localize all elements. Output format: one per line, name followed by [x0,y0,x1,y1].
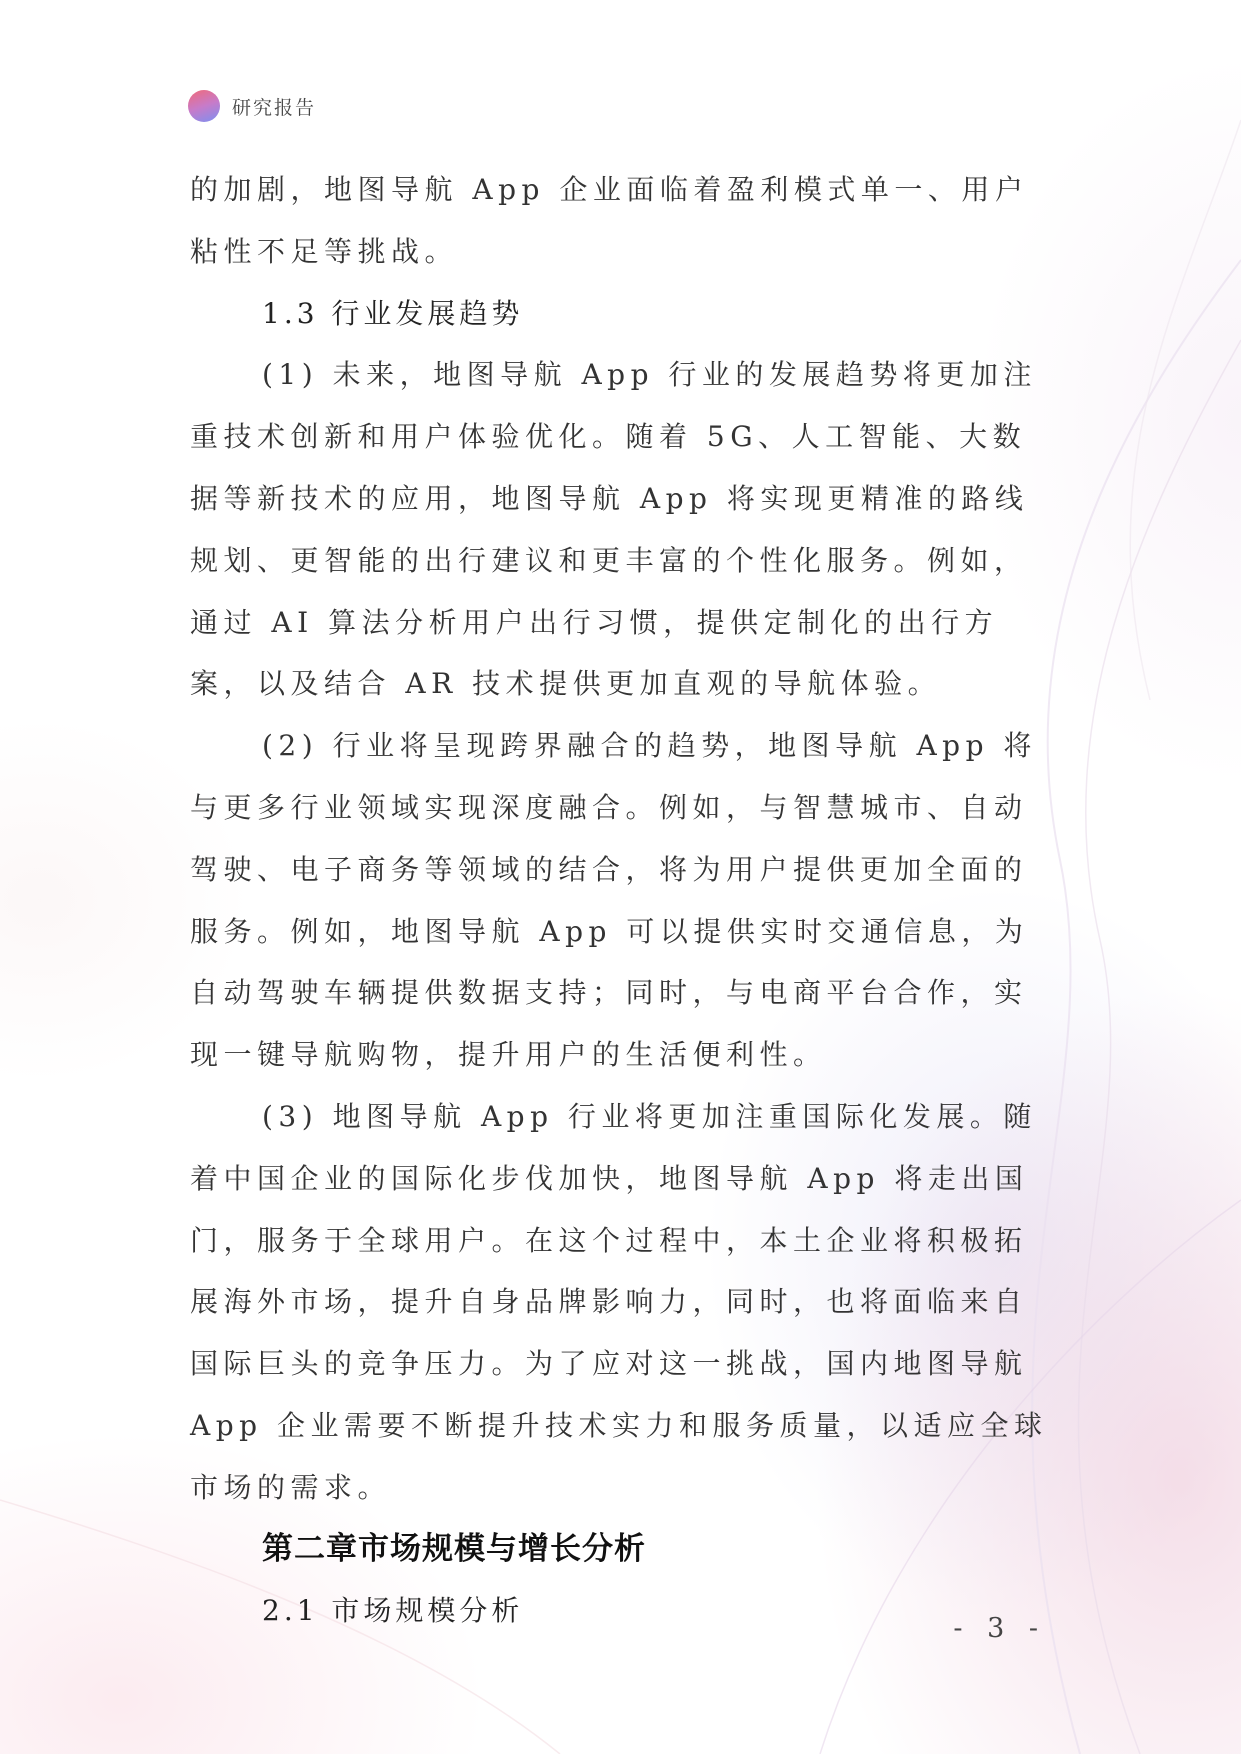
chapter-heading-2: 第二章市场规模与增长分析 [262,1530,646,1567]
paragraph-trend-3: (3) 地图导航 App 行业将更加注重国际化发展。随着中国企业的国际化步伐加快，地图导航 App 将走出国门，服务于全球用户。在这个过程中，本土企业将积极拓展海外市场，提升自身品牌影响力，同时，也将面临来自国际巨头的竞争压力。为了应对这一挑战，国内地图导航 App 企业需要不断提升技术实力和服务质量，以适应全球市场的需求。 [190,1099,1048,1504]
section-heading-2-1: 2.1 市场规模分析 [262,1594,524,1628]
report-header [188,88,316,124]
paragraph-intro: 的加剧，地图导航 App 企业面临着盈利模式单一、用户粘性不足等挑战。 [190,173,1029,268]
body-content [190,159,1052,1642]
page-number: - 3 - [953,1613,1046,1644]
paragraph-trend-2: (2) 行业将呈现跨界融合的趋势，地图导航 App 将与更多行业领域实现深度融合。例如，与智慧城市、自动驾驶、电子商务等领域的结合，将为用户提供更加全面的服务。例如，地图导航 App 可以提供实时交通信息，为自动驾驶车辆提供数据支持；同时，与电商平台合作，实现一键导航购物，提升用户的生活便利性。 [190,729,1037,1072]
header-label: 研究报告 [232,96,317,119]
report-logo-icon [188,90,220,122]
paragraph-trend-1: (1) 未来，地图导航 App 行业的发展趋势将更加注重技术创新和用户体验优化。随着 5G、人工智能、大数据等新技术的应用，地图导航 App 将实现更精准的路线规划、更智能的出行建议和更丰富的个性化服务。例如，通过 AI 算法分析用户出行习惯，提供定制化的出行方案，以及结合 AR 技术提供更加直观的导航体验。 [190,358,1037,701]
section-heading-1-3: 1.3 行业发展趋势 [262,296,524,330]
